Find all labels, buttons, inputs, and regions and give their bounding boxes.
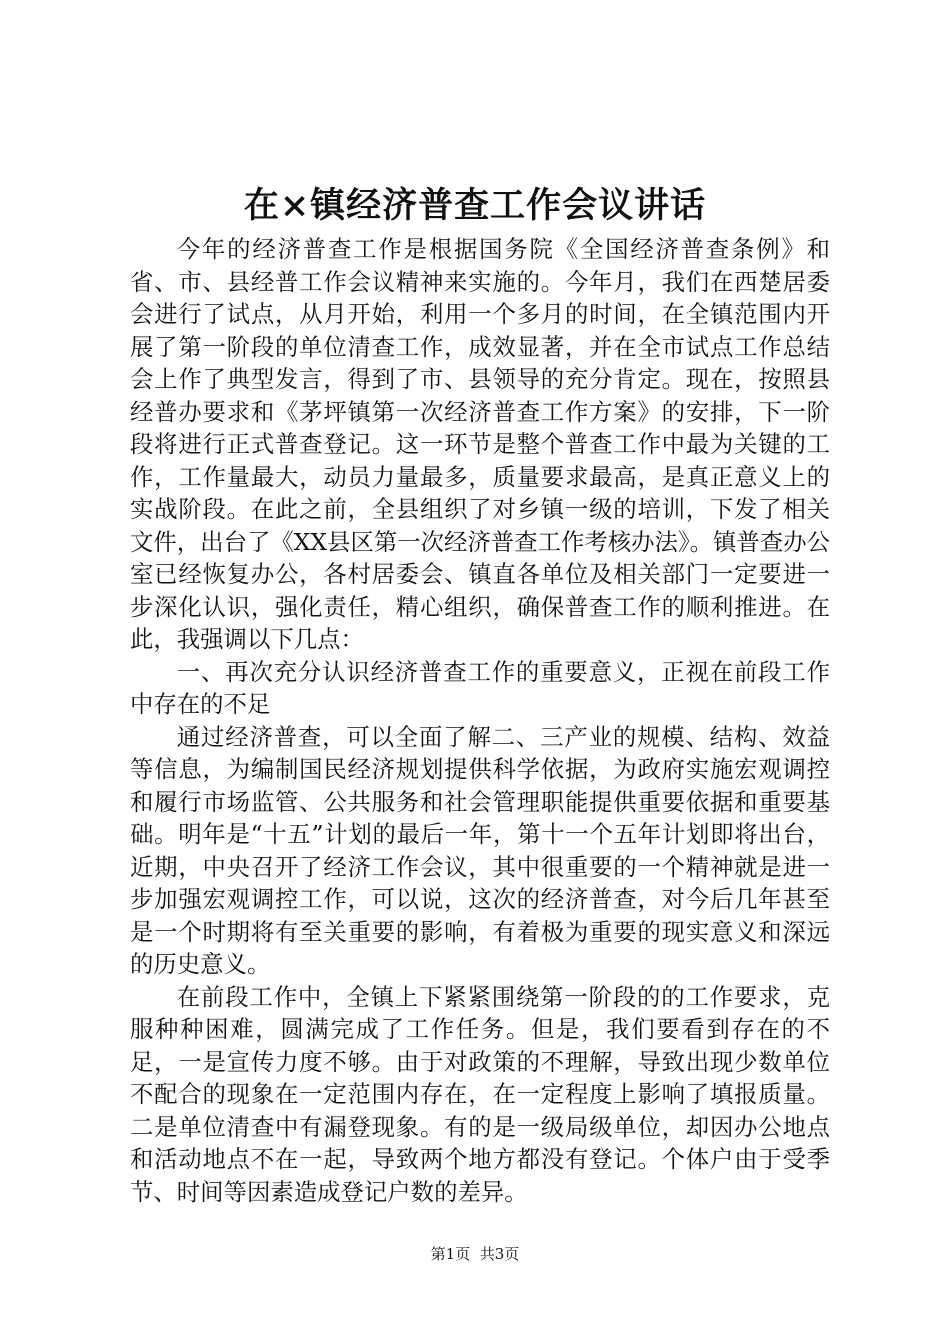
paragraph-shortcomings: 在前段工作中，全镇上下紧紧围绕第一阶段的的工作要求，克服种种困难，圆满完成了工作任务。但是，我们要看到存在的不足，一是宣传力度不够。由于对政策的不理解，导致出现少数单位不配合的现象在一定范围内存在，在一定程度上影响了填报质量。二是单位清查中有漏登现象。有的是一级局级单位，却因办公地点和活动地点不在一起，导致两个地方都没有登记。个体户由于受季节、时间等因素造成登记户数的差异。	[130, 982, 830, 1206]
paragraph-intro: 今年的经济普查工作是根据国务院《全国经济普查条例》和省、市、县经普工作会议精神来实施的。今年月，我们在西楚居委会进行了试点，从月开始，利用一个多月的时间，在全镇范围内开展了第一阶段的单位清查工作，成效显著，并在全市试点工作总结会上作了典型发言，得到了市、县领导的充分肯定。现在，按照县经普办要求和《茅坪镇第一次经济普查工作方案》的安排，下一阶段将进行正式普查登记。这一环节是整个普查工作中最为关键的工作，工作量最大，动员力量最多，质量要求最高，是真正意义上的实战阶段。在此之前，全县组织了对乡镇一级的培训，下发了相关文件，出台了《XX县区第一次经济普查工作考核办法》。镇普查办公室已经恢复办公，各村居委会、镇直各单位及相关部门一定要进一步深化认识，强化责任，精心组织，确保普查工作的顺利推进。在此，我强调以下几点：	[130, 235, 830, 653]
page-footer	[0, 1244, 950, 1264]
page-number: 第1页	[430, 1245, 471, 1263]
paragraph-significance: 通过经济普查，可以全面了解二、三产业的规模、结构、效益等信息，为编制国民经济规划提供科学依据，为政府实施宏观调控和履行市场监管、公共服务和社会管理职能提供重要依据和重要基础。明年是“十五”计划的最后一年，第十一个五年计划即将出台，近期，中央召开了经济工作会议，其中很重要的一个精神就是进一步加强宏观调控工作，可以说，这次的经济普查，对今后几年甚至是一个时期将有至关重要的影响，有着极为重要的现实意义和深远的历史意义。	[130, 722, 830, 978]
document-body	[130, 233, 830, 1208]
document-title: 在×镇经济普查工作会议讲话	[243, 185, 707, 226]
section-heading-1: 一、再次充分认识经济普查工作的重要意义，正视在前段工作中存在的不足	[130, 657, 830, 718]
page-total: 共3页	[479, 1245, 520, 1263]
